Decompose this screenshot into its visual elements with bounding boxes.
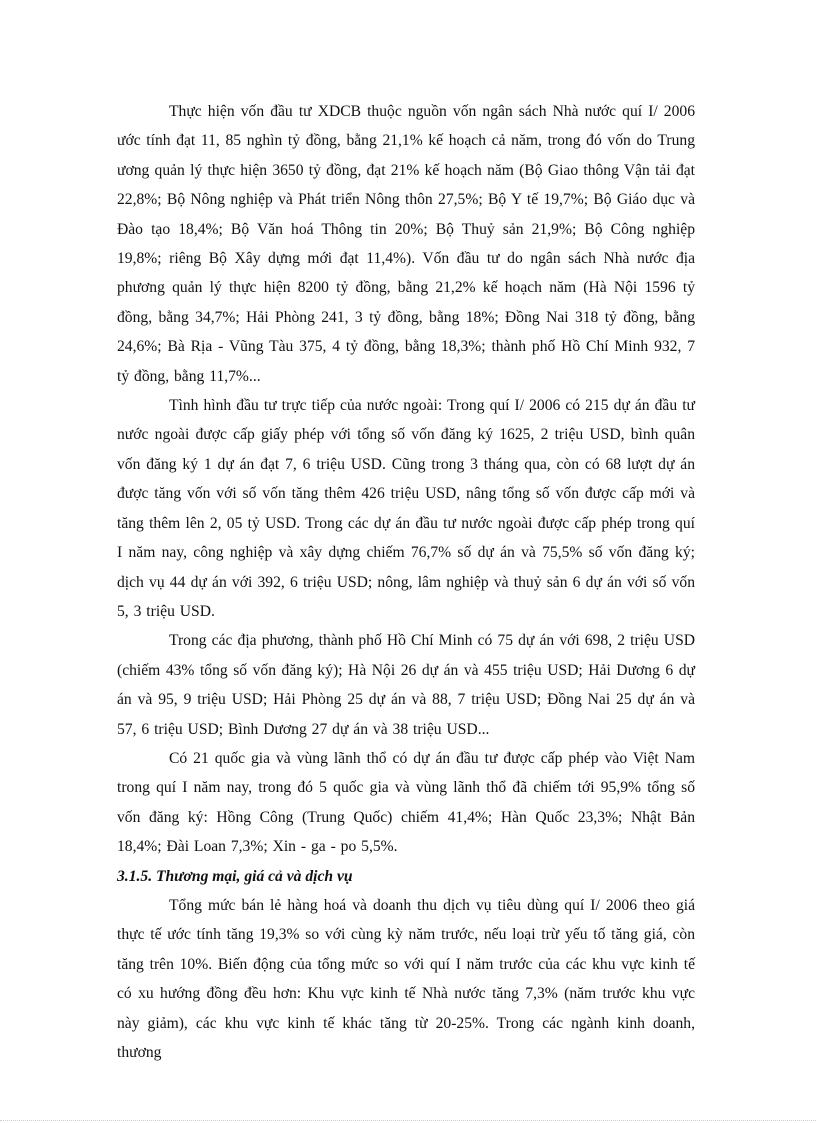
page-content	[117, 97, 695, 1067]
paragraph-countries: Có 21 quốc gia và vùng lãnh thổ có dự án đầu tư được cấp phép vào Việt Nam trong quí I năm nay, trong đó 5 quốc gia và vùng lãnh thổ đã chiếm tới 95,9% tổng số vốn đăng ký: Hồng Công (Trung Quốc) chiếm 41,4%; Hàn Quốc 23,3%; Nhật Bản 18,4%; Đài Loan 7,3%; Xin - ga - po 5,5%.	[117, 749, 695, 856]
section-heading: 3.1.5. Thương mại, giá cả và dịch vụ	[117, 867, 353, 885]
paragraph-localities: Trong các địa phương, thành phố Hồ Chí Minh có 75 dự án với 698, 2 triệu USD (chiếm 43% tổng số vốn đăng ký); Hà Nội 26 dự án và 455 triệu USD; Hải Dương 6 dự án và 95, 9 triệu USD; Hải Phòng 25 dự án và 88, 7 triệu USD; Đồng Nai 25 dự án và 57, 6 triệu USD; Bình Dương 27 dự án và 38 triệu USD...	[117, 632, 695, 738]
paragraph-foreign-direct-investment: Tình hình đầu tư trực tiếp của nước ngoài: Trong quí I/ 2006 có 215 dự án đầu tư nước ngoài được cấp giấy phép với tổng số vốn đăng ký 1625, 2 triệu USD, bình quân vốn đăng ký 1 dự án đạt 7, 6 triệu USD. Cũng trong 3 tháng qua, còn có 68 lượt dự án được tăng vốn với số vốn tăng thêm 426 triệu USD, nâng tổng số vốn được cấp mới và tăng thêm lên 2, 05 tỷ USD. Trong các dự án đầu tư nước ngoài được cấp phép trong quí I năm nay, công nghiệp và xây dựng chiếm 76,7% số dự án và 75,5% số vốn đăng ký; dịch vụ 44 dự án với 392, 6 triệu USD; nông, lâm nghiệp và thuỷ sản 6 dự án với số vốn 5, 3 triệu USD.	[117, 397, 695, 620]
paragraph-state-budget-investment: Thực hiện vốn đầu tư XDCB thuộc nguồn vốn ngân sách Nhà nước quí I/ 2006 ước tính đạt 11, 85 nghìn tỷ đồng, bằng 21,1% kế hoạch cả năm, trong đó vốn do Trung ương quản lý thực hiện 3650 tỷ đồng, đạt 21% kế hoạch năm (Bộ Giao thông Vận tải đạt 22,8%; Bộ Nông nghiệp và Phát triển Nông thôn 27,5%; Bộ Y tế 19,7%; Bộ Giáo dục và Đào tạo 18,4%; Bộ Văn hoá Thông tin 20%; Bộ Thuỷ sản 21,9%; Bộ Công nghiệp 19,8%; riêng Bộ Xây dựng mới đạt 11,4%). Vốn đầu tư do ngân sách Nhà nước địa phương quản lý thực hiện 8200 tỷ đồng, bằng 21,2% kế hoạch năm (Hà Nội 1596 tỷ đồng, bằng 34,7%; Hải Phòng 241, 3 tỷ đồng, bằng 18%; Đồng Nai 318 tỷ đồng, bằng 24,6%; Bà Rịa - Vũng Tàu 375, 4 tỷ đồng, bằng 18,3%; thành phố Hồ Chí Minh 932, 7 tỷ đồng, bằng 11,7%...	[117, 103, 695, 385]
paragraph-retail-sales: Tổng mức bán lẻ hàng hoá và doanh thu dịch vụ tiêu dùng quí I/ 2006 theo giá thực tế ước tính tăng 19,3% so với cùng kỳ năm trước, nếu loại trừ yếu tố tăng giá, còn tăng trên 10%. Biến động của tổng mức so với quí I năm trước của các khu vực kinh tế có xu hướng đồng đều hơn: Khu vực kinh tế Nhà nước tăng 7,3% (năm trước khu vực này giảm), các khu vực kinh tế khác tăng từ 20-25%. Trong các ngành kinh doanh, thương	[117, 896, 695, 1061]
page-bottom-divider	[0, 1120, 816, 1121]
